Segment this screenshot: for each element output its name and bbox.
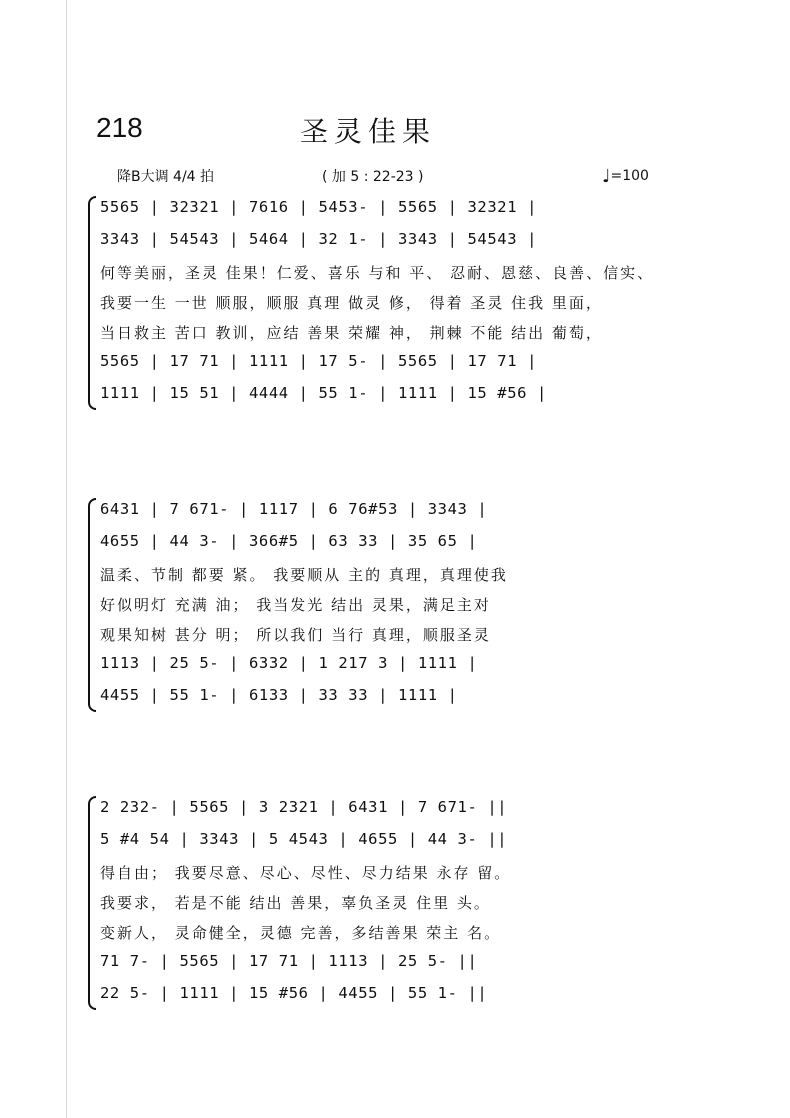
scan-edge-line bbox=[66, 0, 67, 1118]
alto-line: 5 #4 54 | 3343 | 5 4543 | 4655 | 44 3- || bbox=[100, 830, 508, 848]
hymn-title: 圣灵佳果 bbox=[300, 115, 437, 148]
lyric-verse-1: 温柔、节制 都要 紧。 我要顺从 主的 真理，真理使我 bbox=[100, 566, 508, 584]
tenor-line: 5565 | 17 71 | 1111 | 17 5- | 5565 | 17 71 | bbox=[100, 352, 537, 370]
tenor-line: 71 7- | 5565 | 17 71 | 1113 | 25 5- || bbox=[100, 952, 478, 970]
bass-line: 4455 | 55 1- | 6133 | 33 33 | 1111 | bbox=[100, 686, 458, 704]
bass-line: 22 5- | 1111 | 15 #56 | 4455 | 55 1- || bbox=[100, 984, 488, 1002]
key-signature: 降B大调 4/4 拍 bbox=[117, 169, 215, 185]
system-brace bbox=[88, 796, 96, 1010]
lyric-verse-2: 我要求， 若是不能 结出 善果，辜负圣灵 住里 头。 bbox=[100, 894, 491, 912]
quarter-note-icon: ♩ bbox=[602, 166, 611, 187]
lyric-verse-3: 变新人， 灵命健全，灵德 完善，多结善果 荣主 名。 bbox=[100, 924, 502, 942]
lyric-verse-1: 得自由； 我要尽意、尽心、尽性、尽力结果 永存 留。 bbox=[100, 864, 512, 882]
lyric-verse-2: 我要一生 一世 顺服，顺服 真理 做灵 修， 得着 圣灵 住我 里面， bbox=[100, 294, 603, 312]
lyric-verse-1: 何等美丽，圣灵 佳果！仁爱、喜乐 与和 平、 忍耐、恩慈、良善、信实、 bbox=[100, 264, 655, 282]
system-brace bbox=[88, 498, 96, 712]
system-brace bbox=[88, 196, 96, 410]
hymn-number: 218 bbox=[96, 112, 143, 143]
lyric-verse-3: 观果知树 甚分 明； 所以我们 当行 真理，顺服圣灵 bbox=[100, 626, 491, 644]
soprano-line: 5565 | 32321 | 7616 | 5453- | 5565 | 32321 | bbox=[100, 198, 537, 216]
alto-line: 3343 | 54543 | 5464 | 32 1- | 3343 | 54543 | bbox=[100, 230, 537, 248]
lyric-verse-2: 好似明灯 充满 油； 我当发光 结出 灵果，满足主对 bbox=[100, 596, 491, 614]
tempo-value: =100 bbox=[610, 168, 649, 184]
soprano-line: 6431 | 7 671- | 1117 | 6 76#53 | 3343 | bbox=[100, 500, 488, 518]
alto-line: 4655 | 44 3- | 366#5 | 63 33 | 35 65 | bbox=[100, 532, 478, 550]
scripture-reference: ( 加 5 : 22-23 ) bbox=[322, 169, 424, 185]
lyric-verse-3: 当日救主 苦口 教训，应结 善果 荣耀 神， 荆棘 不能 结出 葡萄， bbox=[100, 324, 603, 342]
tenor-line: 1113 | 25 5- | 6332 | 1 217 3 | 1111 | bbox=[100, 654, 478, 672]
bass-line: 1111 | 15 51 | 4444 | 55 1- | 1111 | 15 #56 | bbox=[100, 384, 547, 402]
soprano-line: 2 232- | 5565 | 3 2321 | 6431 | 7 671- || bbox=[100, 798, 508, 816]
tempo-marking bbox=[602, 166, 649, 187]
